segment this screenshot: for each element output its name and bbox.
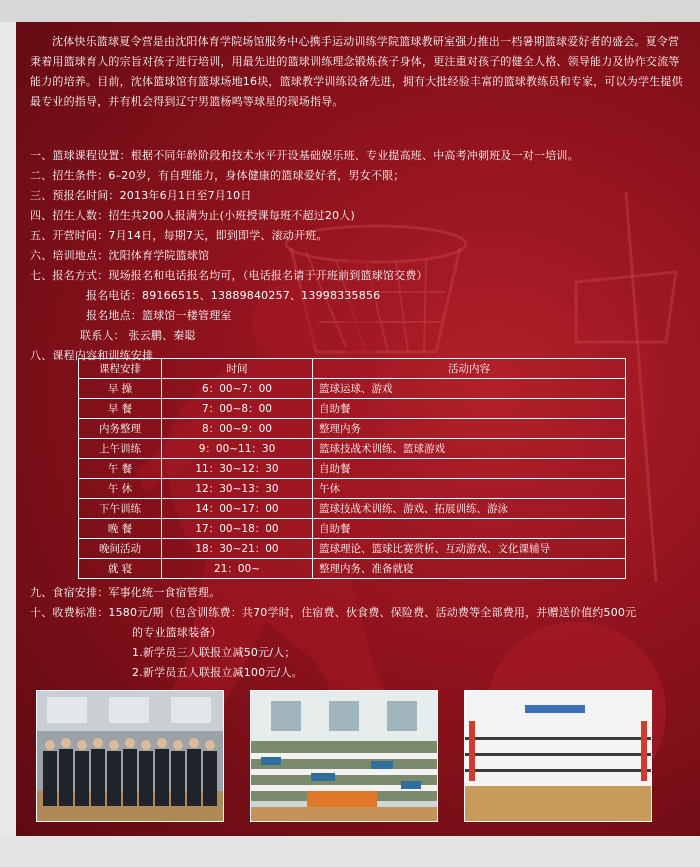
row-course: 午 餐 (79, 459, 162, 479)
row-course: 午 休 (79, 479, 162, 499)
row-activity: 自助餐 (313, 459, 626, 479)
row-time: 7：00~8：00 (162, 399, 313, 419)
row-course: 内务整理 (79, 419, 162, 439)
row-activity: 篮球理论、篮球比赛赏析、互动游戏、文化课辅导 (313, 539, 626, 559)
fee-standard-continued: 的专业篮球装备） (132, 626, 222, 639)
row-activity: 篮球技战术训练、游戏、拓展训练、游泳 (313, 499, 626, 519)
intro-paragraph: 沈体快乐篮球夏令营是由沈阳体育学院场馆服务中心携手运动训练学院篮球教研室强力推出一档暑期篮球爱好者的盛会。夏令营秉着用篮球育人的宗旨对孩子进行培训，用最先进的篮球训练理念锻炼孩子身体，更注重对孩子的健全人格、领导能力及协作交流等能力的培养。目前，沈体篮球馆有篮球场地16块，篮球教学训练设备先进，拥有大批经验丰富的篮球教练员和专家，可以为学生提供最专业的指导，并有机会得到辽宁男篮杨鸣等球星的现场指导。 (30, 35, 683, 108)
row-activity: 自助餐 (313, 519, 626, 539)
row-time: 21：00~ (162, 559, 313, 579)
item-training-location: 六、培训地点：沈阳体育学院篮球馆 (30, 249, 210, 262)
row-activity: 篮球技战术训练、篮球游戏 (313, 439, 626, 459)
header-course: 课程安排 (79, 359, 162, 379)
top-margin (0, 0, 700, 22)
table-row (79, 419, 626, 439)
row-time: 12：30~13：30 (162, 479, 313, 499)
row-activity: 午休 (313, 479, 626, 499)
table-row (79, 559, 626, 579)
bottom-margin (0, 836, 700, 867)
item-enroll-conditions: 二、招生条件：6–20岁，有自理能力，身体健康的篮球爱好者，男女不限； (30, 169, 405, 182)
discount-three-people: 1.新学员三人联报立减50元/人； (132, 646, 296, 659)
photo-coaches (36, 690, 224, 822)
table-row (79, 459, 626, 479)
table-row (79, 439, 626, 459)
registration-place: 报名地点：篮球馆一楼管理室 (86, 309, 232, 322)
row-time: 11：30~12：30 (162, 459, 313, 479)
row-course: 早 操 (79, 379, 162, 399)
row-course: 就 寝 (79, 559, 162, 579)
table-row (79, 539, 626, 559)
item-enroll-count: 四、招生人数：招生共200人报满为止(小班授课每班不超过20人) (30, 209, 355, 222)
photo-group-crowd (250, 690, 438, 822)
row-course: 晚 餐 (79, 519, 162, 539)
item-food-lodging: 九、食宿安排：军事化统一食宿管理。 (30, 586, 221, 599)
row-course: 早 餐 (79, 399, 162, 419)
row-course: 下午训练 (79, 499, 162, 519)
item-fee-standard: 十、收费标准：1580元/期（包含训练费：共70学时，住宿费、伙食费、保险费、活动费等全部费用，并赠送价值约500元 (30, 606, 637, 619)
item-opening-time: 五、开营时间：7月14日，每期7天，即到即学、滚动开班。 (30, 229, 328, 242)
table-row (79, 479, 626, 499)
item-pre-registration-time: 三、预报名时间：2013年6月1日至7月10日 (30, 189, 252, 202)
row-time: 8：00~9：00 (162, 419, 313, 439)
registration-phone: 报名电话：89166515、13889840257、13998335856 (86, 289, 381, 302)
table-row (79, 379, 626, 399)
table-row (79, 499, 626, 519)
photo-campers (464, 690, 652, 822)
header-activity: 活动内容 (313, 359, 626, 379)
schedule-header-row (79, 359, 626, 379)
row-activity: 整理内务 (313, 419, 626, 439)
fees-section (30, 583, 686, 683)
row-course: 晚间活动 (79, 539, 162, 559)
row-time: 14：00~17：00 (162, 499, 313, 519)
discount-five-people: 2.新学员五人联报立减100元/人。 (132, 666, 303, 679)
registration-contact: 联系人： 张云鹏、秦聪 (80, 329, 196, 342)
schedule-table (78, 358, 626, 579)
row-activity: 整理内务、准备就寝 (313, 559, 626, 579)
item-schedule-heading: 八、课程内容和训练安排 (30, 349, 154, 362)
row-time: 17：00~18：00 (162, 519, 313, 539)
table-row (79, 519, 626, 539)
item-course-setup: 一、篮球课程设置：根据不同年龄阶段和技术水平开设基础娱乐班、专业提高班、中高考冲刺班及一对一培训。 (30, 149, 579, 162)
row-time: 6：00~7：00 (162, 379, 313, 399)
row-activity: 自助餐 (313, 399, 626, 419)
info-list (30, 146, 686, 366)
row-time: 18：30~21：00 (162, 539, 313, 559)
table-row (79, 399, 626, 419)
row-activity: 篮球运球、游戏 (313, 379, 626, 399)
item-registration-method: 七、报名方式：现场报名和电话报名均可，（电话报名请于开班前到篮球馆交费） (30, 269, 428, 282)
poster (16, 22, 700, 836)
header-time: 时间 (162, 359, 313, 379)
row-time: 9：00~11：30 (162, 439, 313, 459)
row-course: 上午训练 (79, 439, 162, 459)
